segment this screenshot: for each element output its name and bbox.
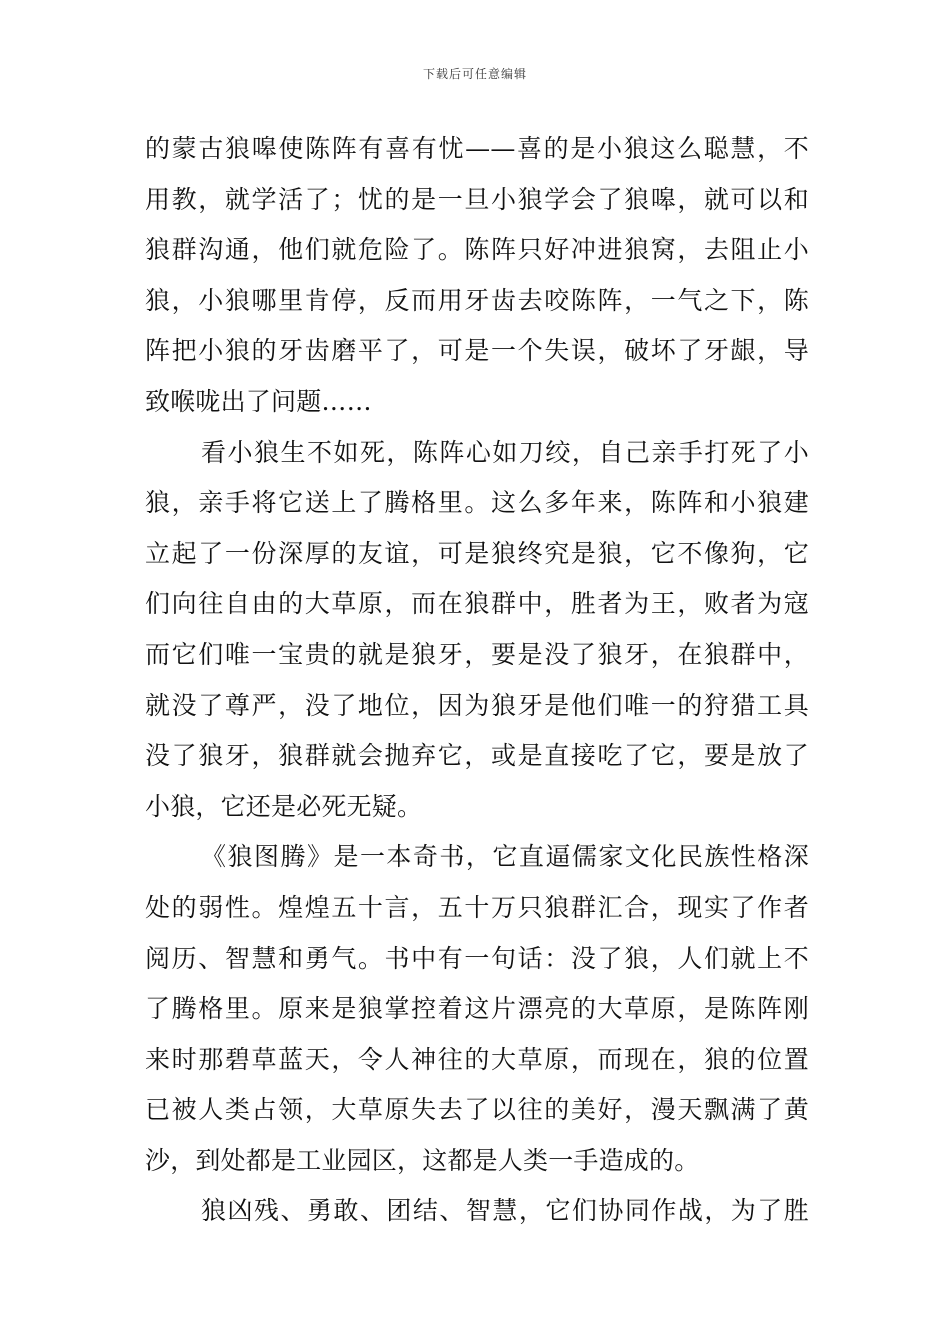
text-line: 狼群沟通，他们就危险了。陈阵只好冲进狼窝，去阻止小	[145, 235, 809, 265]
text-line: 阵把小狼的牙齿磨平了，可是一个失误，破坏了牙龈，导	[145, 336, 809, 366]
text-line: 处的弱性。煌煌五十言，五十万只狼群汇合，现实了作者	[145, 892, 809, 922]
text-line: 就没了尊严，没了地位，因为狼牙是他们唯一的狩猎工具	[145, 690, 809, 720]
text-line: 《狼图腾》是一本奇书，它直逼儒家文化民族性格深	[201, 842, 809, 872]
text-line: 没了狼牙，狼群就会抛弃它，或是直接吃了它，要是放了	[145, 741, 809, 771]
text-line: 立起了一份深厚的友谊，可是狼终究是狼，它不像狗，它	[145, 538, 809, 568]
text-line: 用教，就学活了；忧的是一旦小狼学会了狼嗥，就可以和	[145, 184, 809, 214]
text-line: 已被人类占领，大草原失去了以往的美好，漫天飘满了黄	[145, 1095, 809, 1125]
text-line: 致喉咙出了问题……	[145, 386, 372, 416]
text-line: 狼，亲手将它送上了腾格里。这么多年来，陈阵和小狼建	[145, 488, 809, 518]
text-line: 而它们唯一宝贵的就是狼牙，要是没了狼牙，在狼群中，	[145, 639, 809, 669]
text-line: 狼，小狼哪里肯停，反而用牙齿去咬陈阵，一气之下，陈	[145, 285, 809, 315]
text-line: 来时那碧草蓝天，令人神往的大草原，而现在，狼的位置	[145, 1044, 809, 1074]
text-line: 小狼，它还是必死无疑。	[145, 791, 423, 821]
text-line: 狼凶残、勇敢、团结、智慧，它们协同作战，为了胜	[201, 1196, 809, 1226]
text-line: 们向往自由的大草原，而在狼群中，胜者为王，败者为寇	[145, 589, 809, 619]
text-line: 的蒙古狼嗥使陈阵有喜有忧——喜的是小狼这么聪慧，不	[145, 134, 809, 163]
document-body	[145, 128, 809, 1241]
text-line: 看小狼生不如死，陈阵心如刀绞，自己亲手打死了小	[201, 437, 809, 467]
text-line: 阅历、智慧和勇气。书中有一句话：没了狼，人们就上不	[145, 943, 809, 973]
text-line: 了腾格里。原来是狼掌控着这片漂亮的大草原，是陈阵刚	[145, 994, 809, 1024]
page-header-note: 下载后可任意编辑	[422, 67, 527, 81]
text-line: 沙，到处都是工业园区，这都是人类一手造成的。	[145, 1145, 700, 1175]
